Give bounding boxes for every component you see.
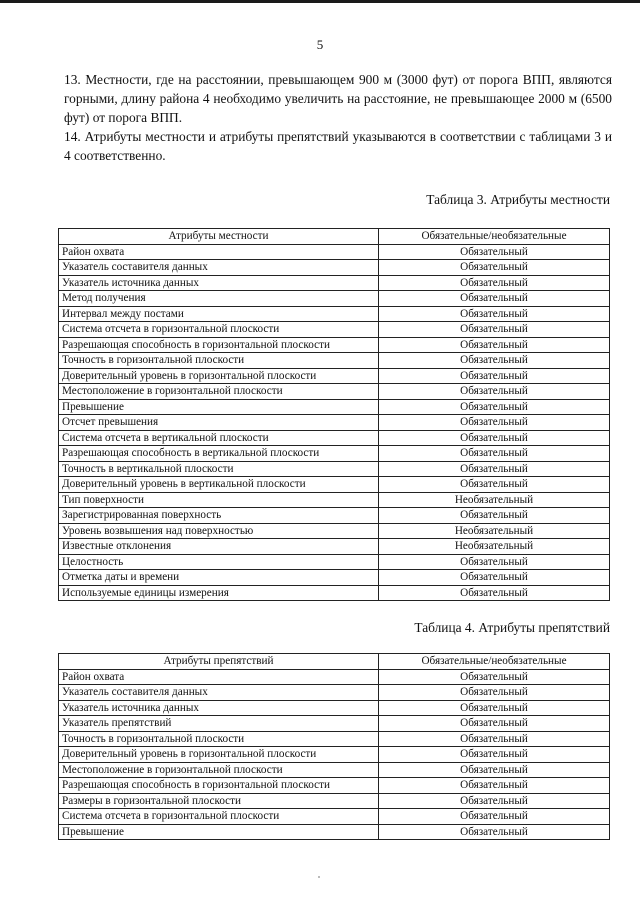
- table-row: [59, 585, 610, 601]
- table-row: [59, 824, 610, 840]
- column-header-attribute: Атрибуты препятствий: [59, 654, 379, 670]
- table-row: [59, 461, 610, 477]
- attribute-cell: Отсчет превышения: [59, 415, 379, 431]
- attribute-cell: Местоположение в горизонтальной плоскости: [59, 384, 379, 400]
- table-row: [59, 291, 610, 307]
- table-row: [59, 477, 610, 493]
- requirement-cell: Обязательный: [379, 384, 610, 400]
- attribute-cell: Превышение: [59, 824, 379, 840]
- requirement-cell: Обязательный: [379, 508, 610, 524]
- table-row: [59, 260, 610, 276]
- requirement-cell: Обязательный: [379, 778, 610, 794]
- scan-speck: [318, 876, 320, 878]
- requirement-cell: Обязательный: [379, 322, 610, 338]
- table-row: [59, 446, 610, 462]
- table-row: [59, 353, 610, 369]
- requirement-cell: Обязательный: [379, 461, 610, 477]
- attribute-cell: Район охвата: [59, 244, 379, 260]
- requirement-cell: Обязательный: [379, 337, 610, 353]
- attribute-cell: Указатель источника данных: [59, 700, 379, 716]
- requirement-cell: Необязательный: [379, 539, 610, 555]
- requirement-cell: Необязательный: [379, 523, 610, 539]
- table-row: [59, 337, 610, 353]
- attribute-cell: Точность в горизонтальной плоскости: [59, 731, 379, 747]
- requirement-cell: Обязательный: [379, 275, 610, 291]
- table-row: [59, 430, 610, 446]
- attribute-cell: Уровень возвышения над поверхностью: [59, 523, 379, 539]
- requirement-cell: Обязательный: [379, 430, 610, 446]
- requirement-cell: Обязательный: [379, 716, 610, 732]
- attribute-cell: Зарегистрированная поверхность: [59, 508, 379, 524]
- requirement-cell: Обязательный: [379, 477, 610, 493]
- table-row: [59, 793, 610, 809]
- requirement-cell: Обязательный: [379, 700, 610, 716]
- requirement-cell: Обязательный: [379, 399, 610, 415]
- attribute-cell: Местоположение в горизонтальной плоскости: [59, 762, 379, 778]
- requirement-cell: Обязательный: [379, 446, 610, 462]
- top-rule: [0, 0, 640, 3]
- requirement-cell: Обязательный: [379, 731, 610, 747]
- table4-obstacle-attributes: [58, 653, 610, 840]
- attribute-cell: Доверительный уровень в горизонтальной плоскости: [59, 747, 379, 763]
- requirement-cell: Обязательный: [379, 554, 610, 570]
- requirement-cell: Обязательный: [379, 824, 610, 840]
- requirement-cell: Обязательный: [379, 415, 610, 431]
- attribute-cell: Размеры в горизонтальной плоскости: [59, 793, 379, 809]
- requirement-cell: Обязательный: [379, 793, 610, 809]
- attribute-cell: Используемые единицы измерения: [59, 585, 379, 601]
- attribute-cell: Система отсчета в горизонтальной плоскости: [59, 809, 379, 825]
- table-row: [59, 539, 610, 555]
- requirement-cell: Необязательный: [379, 492, 610, 508]
- requirement-cell: Обязательный: [379, 762, 610, 778]
- table-row: [59, 778, 610, 794]
- table3-body: [59, 244, 610, 601]
- table-row: [59, 554, 610, 570]
- table-row: [59, 244, 610, 260]
- attribute-cell: Доверительный уровень в вертикальной плоскости: [59, 477, 379, 493]
- table-row: [59, 384, 610, 400]
- attribute-cell: Известные отклонения: [59, 539, 379, 555]
- column-header-requirement: Обязательные/необязательные: [379, 654, 610, 670]
- table4-caption: Таблица 4. Атрибуты препятствий: [414, 620, 610, 635]
- table-row: [59, 492, 610, 508]
- attribute-cell: Район охвата: [59, 669, 379, 685]
- table-row: [59, 809, 610, 825]
- table-row: [59, 275, 610, 291]
- table-row: [59, 322, 610, 338]
- table-row: [59, 685, 610, 701]
- table-row: [59, 731, 610, 747]
- requirement-cell: Обязательный: [379, 353, 610, 369]
- attribute-cell: Интервал между постами: [59, 306, 379, 322]
- table-row: [59, 700, 610, 716]
- page-number: 5: [316, 37, 324, 52]
- table-row: [59, 747, 610, 763]
- table-row: [59, 415, 610, 431]
- table-row: [59, 570, 610, 586]
- table-row: [59, 716, 610, 732]
- attribute-cell: Разрешающая способность в горизонтальной плоскости: [59, 778, 379, 794]
- column-header-requirement: Обязательные/необязательные: [379, 229, 610, 245]
- paragraph-13: 13. Местности, где на расстоянии, превышающем 900 м (3000 фут) от порога ВПП, являются горными, длину района 4 необходимо увеличить на расстояние, не превышающее 2000 м (6500 фут) от порога ВПП.: [64, 72, 612, 125]
- table-row: [59, 306, 610, 322]
- attribute-cell: Тип поверхности: [59, 492, 379, 508]
- attribute-cell: Разрешающая способность в вертикальной плоскости: [59, 446, 379, 462]
- requirement-cell: Обязательный: [379, 809, 610, 825]
- attribute-cell: Метод получения: [59, 291, 379, 307]
- requirement-cell: Обязательный: [379, 260, 610, 276]
- attribute-cell: Отметка даты и времени: [59, 570, 379, 586]
- requirement-cell: Обязательный: [379, 585, 610, 601]
- requirement-cell: Обязательный: [379, 669, 610, 685]
- attribute-cell: Система отсчета в вертикальной плоскости: [59, 430, 379, 446]
- table-row: [59, 508, 610, 524]
- requirement-cell: Обязательный: [379, 570, 610, 586]
- table-header-row: [59, 654, 610, 670]
- table-header-row: [59, 229, 610, 245]
- table3-caption: Таблица 3. Атрибуты местности: [426, 192, 610, 207]
- requirement-cell: Обязательный: [379, 244, 610, 260]
- requirement-cell: Обязательный: [379, 685, 610, 701]
- table4-body: [59, 669, 610, 840]
- table3-terrain-attributes: [58, 228, 610, 601]
- attribute-cell: Точность в вертикальной плоскости: [59, 461, 379, 477]
- requirement-cell: Обязательный: [379, 747, 610, 763]
- attribute-cell: Целостность: [59, 554, 379, 570]
- attribute-cell: Указатель препятствий: [59, 716, 379, 732]
- attribute-cell: Доверительный уровень в горизонтальной плоскости: [59, 368, 379, 384]
- table-row: [59, 368, 610, 384]
- attribute-cell: Указатель источника данных: [59, 275, 379, 291]
- attribute-cell: Превышение: [59, 399, 379, 415]
- attribute-cell: Точность в горизонтальной плоскости: [59, 353, 379, 369]
- requirement-cell: Обязательный: [379, 368, 610, 384]
- table-row: [59, 669, 610, 685]
- attribute-cell: Указатель составителя данных: [59, 260, 379, 276]
- table-row: [59, 523, 610, 539]
- table-row: [59, 762, 610, 778]
- column-header-attribute: Атрибуты местности: [59, 229, 379, 245]
- attribute-cell: Указатель составителя данных: [59, 685, 379, 701]
- attribute-cell: Разрешающая способность в горизонтальной плоскости: [59, 337, 379, 353]
- paragraph-14: 14. Атрибуты местности и атрибуты препятствий указываются в соответствии с таблицами 3 и 4 соответственно.: [64, 129, 612, 163]
- requirement-cell: Обязательный: [379, 291, 610, 307]
- requirement-cell: Обязательный: [379, 306, 610, 322]
- table-row: [59, 399, 610, 415]
- attribute-cell: Система отсчета в горизонтальной плоскости: [59, 322, 379, 338]
